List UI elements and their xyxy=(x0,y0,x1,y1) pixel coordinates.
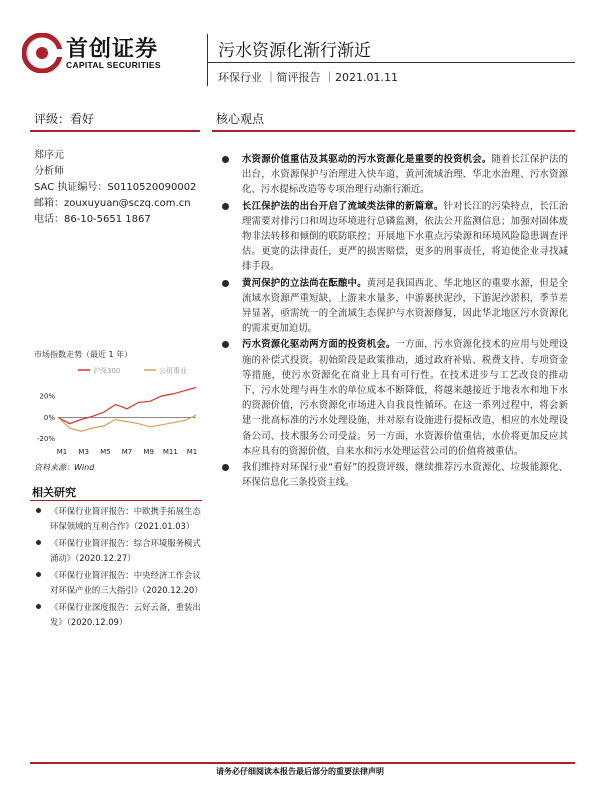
analyst-role: 分析师 xyxy=(34,166,64,177)
bullet-item xyxy=(218,199,568,275)
rating-section xyxy=(30,104,200,132)
research-item-text: 《环保行业深度报告：云好云备，重装出发》（2020.12.09） xyxy=(50,602,201,627)
chart-title: 市场指数走势（最近 1 年） xyxy=(34,350,133,359)
bullet-dot-icon xyxy=(36,604,41,609)
bullet-dot-icon xyxy=(222,203,229,210)
core-bullets xyxy=(218,152,568,491)
analyst-phone: 电话：86-10-5651 1867 xyxy=(34,214,151,225)
series-line xyxy=(58,388,196,424)
research-item[interactable] xyxy=(34,504,202,534)
x-tick-label: M1 xyxy=(186,448,198,456)
x-tick-label: M1 xyxy=(56,448,68,456)
analyst-name: 郑序元 xyxy=(34,150,64,161)
bullet-lead: 长江保护法的出台开启了流域类法律的新篇章。 xyxy=(242,200,444,212)
x-tick-label: M11 xyxy=(162,448,178,456)
bullet-dot-icon xyxy=(36,508,41,513)
market-index-chart xyxy=(30,358,202,458)
bullet-lead: 水资源价值重估及其驱动的污水资源化是重要的投资机会。 xyxy=(242,154,492,165)
rating-label: 评级：看好 xyxy=(34,112,95,126)
bullet-dot-icon xyxy=(222,156,229,163)
bullet-item xyxy=(218,460,568,490)
bullet-body: 我们维持对环保行业“看好”的投资评级，继续推荐污水资源化、垃圾能源化、环保信息化三条投资主线。 xyxy=(242,462,568,489)
related-research-title: 相关研究 xyxy=(32,486,76,499)
core-title: 核心观点 xyxy=(216,112,265,126)
bullet-dot-icon xyxy=(222,280,229,287)
bullet-body: 随着长江保护法的出台，水资源保护与治理进入快车道，黄河流域治理、华北水治理、污水资源化、污水提标改造等专项治理行动渐行渐近。 xyxy=(242,154,568,196)
y-tick-label: -20% xyxy=(36,435,55,444)
x-tick-label: M3 xyxy=(78,448,89,456)
bullet-body: 黄河是我国西北、华北地区的重要水源，但是全流域水资源严重短缺，上游来水量多，中游裹挟泥沙，下游泥沙淤积，季节差异显著，亟需统一的全流域生态保护与水资源修复，因此华北地区污水资源化的需求更加迫切。 xyxy=(242,277,568,335)
company-logo xyxy=(22,30,197,78)
research-item-text: 《环保行业简评报告：中欧携手拓展生态环保领域的互利合作》（2021.01.03） xyxy=(50,506,201,531)
related-research-list xyxy=(34,504,202,632)
y-tick-label: 20% xyxy=(39,392,55,401)
core-section xyxy=(212,104,575,132)
logo-mark-icon xyxy=(22,33,62,73)
report-subtitle: 环保行业 ｜简评报告 ｜2021.01.11 xyxy=(218,71,398,84)
research-item-text: 《环保行业简评报告：中央经济工作会议对环保产业的三大指引》（2020.12.20） xyxy=(50,570,203,595)
logo-text-cn: 首创证券 xyxy=(66,37,159,62)
bullet-item xyxy=(218,337,568,459)
bullet-body: 针对长江的污染特点，长江治理需要对排污口和周边环境进行总磷监测，依法公开监测信息；加强对固体废物非法转移和倾倒的联防联控；开展地下水重点污染源和环境风险隐患调查评估。更宽的法律责任，更严的损害赔偿，更多的刑事责任，将迫使企业寻找减排手段。 xyxy=(242,200,568,273)
bullet-item xyxy=(218,152,568,198)
research-item[interactable] xyxy=(34,536,202,566)
x-tick-label: M7 xyxy=(121,448,133,456)
research-item[interactable] xyxy=(34,568,202,598)
legal-notice: 请务必仔细阅读本报告最后部分的重要法律声明 xyxy=(216,767,384,776)
report-title: 污水资源化渐行渐近 xyxy=(218,41,371,61)
analyst-email: 邮箱：zouxuyuan@sczq.com.cn xyxy=(34,198,191,209)
research-item[interactable] xyxy=(34,600,202,630)
bullet-dot-icon xyxy=(36,572,41,577)
bullet-dot-icon xyxy=(222,341,229,348)
bullet-lead: 污水资源化驱动两方面的投资机会。 xyxy=(242,339,396,351)
title-rule xyxy=(207,62,575,63)
logo-text-en: CAPITAL SECURITIES xyxy=(66,60,161,70)
bullet-dot-icon xyxy=(222,464,229,471)
legend-label: 公用事业 xyxy=(159,367,187,375)
header-divider xyxy=(207,34,208,86)
analyst-info xyxy=(34,148,196,228)
bullet-dot-icon xyxy=(36,540,41,545)
x-tick-label: M9 xyxy=(143,448,154,456)
bullet-item xyxy=(218,276,568,337)
research-item-text: 《环保行业简评报告：综合环境服务模式涌动》（2020.12.27） xyxy=(50,538,201,563)
chart-source: 资料来源：Wind xyxy=(34,463,95,472)
x-tick-label: M5 xyxy=(100,448,111,456)
related-research-header xyxy=(30,482,202,501)
bullet-lead: 黄河保护的立法尚在酝酿中。 xyxy=(242,277,367,289)
legend-label: 沪深300 xyxy=(93,367,121,375)
analyst-sac: SAC 执证编号：S0110520090002 xyxy=(34,182,197,193)
footer-rule xyxy=(30,762,575,764)
y-tick-label: 0% xyxy=(43,413,55,422)
bullet-body: 一方面，污水资源化技术的应用与处理设施的补偿式投资。初始阶段是政策推动，通过政府补贴、税费支持、专项资金等措施，使污水资源化在商业上具有可行性。在技术进步与工艺改良的推动下，污水处理与再生水的单位成本不断降低，将越来越接近于地表水和地下水的资源价值，污水资源化市场进入自我良性循环。在这一系列过程中，将会新建一批高标准的污水处理设施，并对原有设施进行提标改造，相应的水处理设备公司、技术服务公司受益。另一方面，水资源价值重估，水价将更加反应其本应具有的资源价值，自来水和污水处理运营公司的价值将被重估。 xyxy=(242,339,568,457)
